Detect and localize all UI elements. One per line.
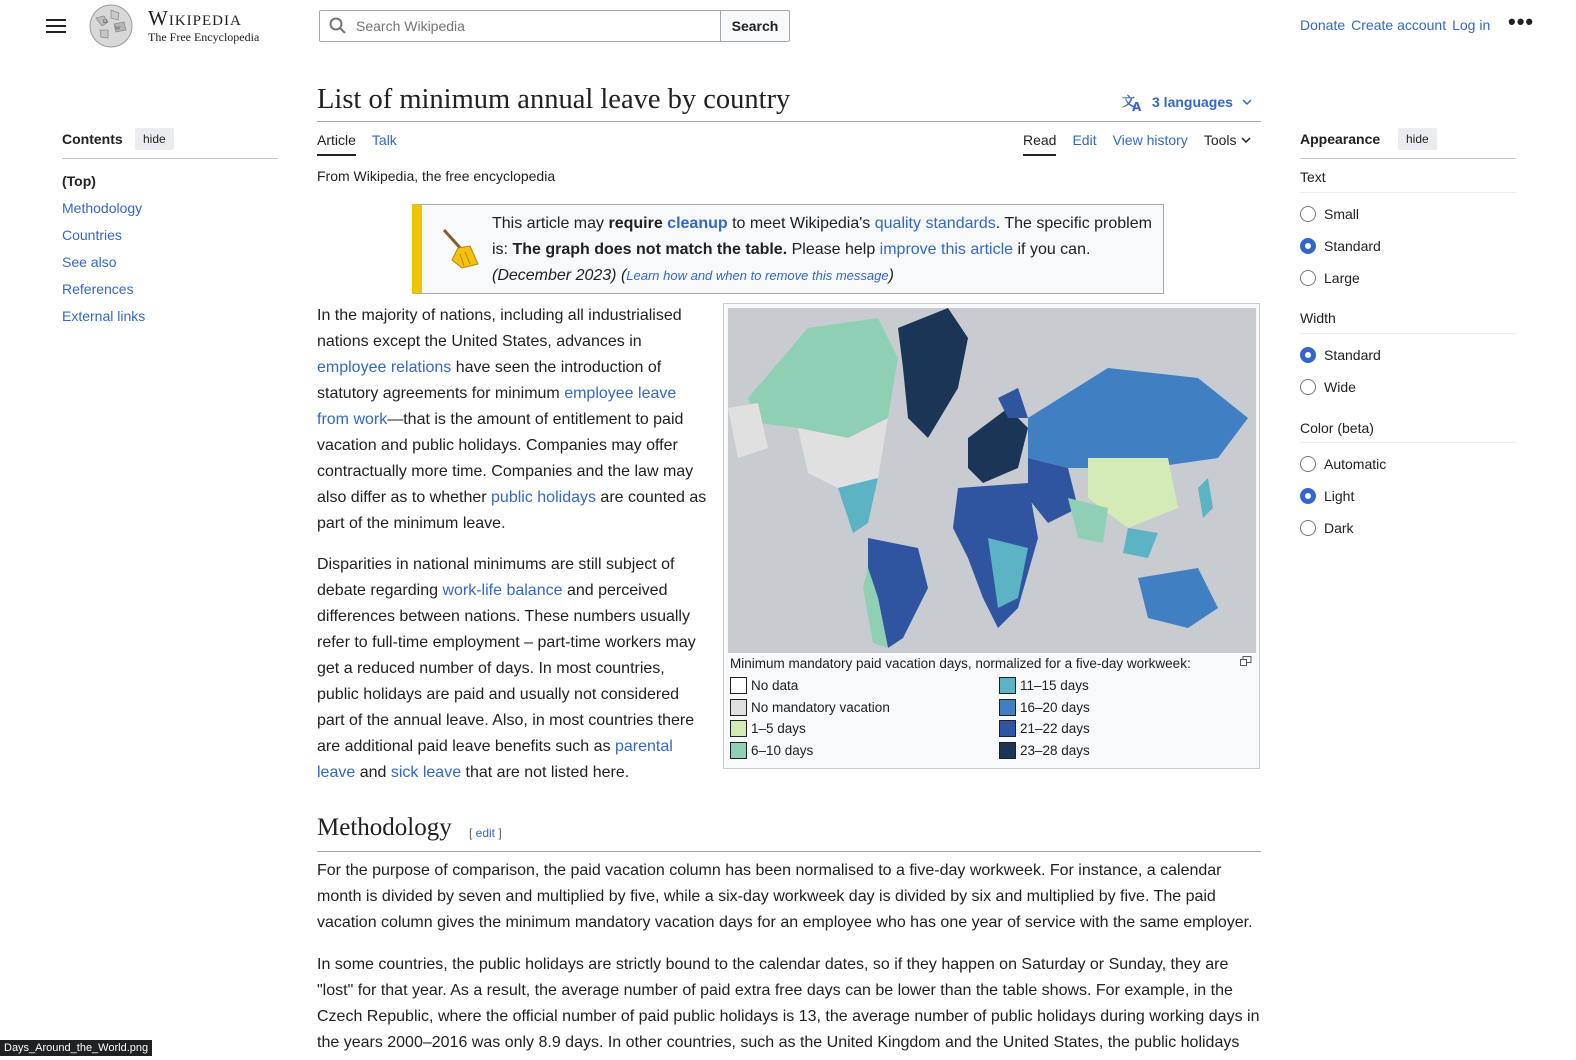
radio-label: Standard [1324,347,1381,363]
toc-divider [62,158,278,159]
broom-icon [440,226,480,270]
radio-width-wide[interactable] [1300,379,1356,395]
tab-talk[interactable]: Talk [371,132,397,148]
toc-item-top[interactable]: (Top) [62,173,96,189]
title-divider [317,121,1261,122]
legend-swatch [999,720,1016,737]
notice-text-1: This article may [492,215,609,232]
world-vacation-map[interactable] [728,308,1256,653]
edit-section-link[interactable]: edit [475,826,496,840]
legend-item [999,697,1090,719]
legend-item [730,740,890,762]
radio-circle-selected [1300,238,1316,254]
login-link[interactable]: Log in [1452,17,1491,33]
edit-bracket-close: ] [495,826,502,840]
svg-text:W: W [115,26,121,32]
create-account-link[interactable]: Create account [1351,17,1447,33]
radio-circle [1300,520,1316,536]
view-tabs [1023,132,1252,156]
wikipedia-globe-logo[interactable] [86,2,136,48]
search-input[interactable] [354,17,698,35]
text-size-label: Text [1300,169,1326,185]
notice-bold-require: require [608,215,663,232]
radio-label: Small [1324,206,1360,222]
legend-item [730,718,890,740]
radio-text-large[interactable] [1300,270,1360,286]
namespace-tabs [317,132,397,156]
radio-circle-selected [1300,488,1316,504]
toc-title: Contents [62,131,123,147]
radio-label: Automatic [1324,456,1387,472]
legend-label: No data [751,678,799,693]
tagline: The Free Encyclopedia [148,30,260,44]
legend-swatch [730,742,747,759]
radio-text-small[interactable] [1300,206,1359,222]
wordmark[interactable]: Wikipedia [148,6,242,30]
width-divider [1300,333,1516,334]
search-icon [328,16,348,36]
legend-swatch [999,677,1016,694]
legend-column-2 [999,675,1090,761]
more-options-icon[interactable]: ••• [1508,9,1535,34]
methodology-paragraph-1: For the purpose of comparison, the paid vacation column has been normalised to a five-day workweek. For instance, a calendar month is divided by seven and multiplied by five, while a six-day workweek day is divided by six and multiplied by five. The paid vacation column gives the minimum mandatory vacation days for an employee who has one year of service with the same employer. [317,862,1253,931]
radio-circle [1300,456,1316,472]
toc-item-methodology[interactable]: Methodology [62,200,143,216]
tab-edit[interactable]: Edit [1072,132,1097,148]
notice-text-3: . The specific problem is: [492,215,1152,258]
chevron-down-icon [1240,135,1252,145]
notice-date: (December 2023) [492,267,617,284]
legend-label: No mandatory vacation [751,699,890,715]
radio-label: Light [1324,488,1355,504]
intro-paragraph-1 [317,303,707,537]
search-button[interactable]: Search [720,10,790,42]
legend-item [999,718,1090,740]
p2-text-d: that are not listed here. [461,764,630,781]
personal-tools [1300,17,1490,33]
legend-swatch [999,699,1016,716]
legend-swatch [730,677,747,694]
radio-label: Dark [1324,520,1354,536]
p1-text-b: have seen the introduction of statutory agreements for minimum [317,359,662,402]
enlarge-icon[interactable] [1240,656,1252,666]
toc-item-external-links[interactable]: External links [62,308,146,324]
p1-text-d: are counted as part of the minimum leave. [317,489,707,532]
color-label: Color (beta) [1300,420,1374,436]
donate-link[interactable]: Donate [1300,17,1346,33]
radio-color-automatic[interactable] [1300,456,1386,472]
cleanup-notice-text [492,211,1160,289]
notice-text-5: if you can. [1013,241,1091,258]
employee-leave-link[interactable]: employee leave from work [317,385,677,428]
legend-label: 16–20 days [1020,699,1090,715]
legend-label: 21–22 days [1020,721,1090,736]
map-caption: Minimum mandatory paid vacation days, normalized for a five-day workweek: [730,656,1191,671]
page-title: List of minimum annual leave by country [317,84,791,115]
radio-circle-selected [1300,347,1316,363]
learn-remove-link[interactable]: Learn how and when to remove this message [626,268,889,283]
section-heading-methodology: Methodology [317,814,452,841]
toc-list [62,168,145,330]
legend-item [730,697,890,719]
notice-text-4: Please help [787,241,880,258]
public-holidays-link[interactable]: public holidays [491,489,596,506]
p2-text-a: Disparities in national minimums are still subject of debate regarding [317,556,675,599]
radio-text-standard[interactable] [1300,238,1381,254]
legend-item [730,675,890,697]
tab-view-history[interactable]: View history [1112,132,1188,148]
toc-item-countries[interactable]: Countries [62,227,122,243]
site-subtitle: From Wikipedia, the free encyclopedia [317,168,556,184]
language-button[interactable] [1122,92,1253,112]
radio-circle [1300,379,1316,395]
appearance-divider [1300,158,1516,159]
legend-swatch [730,720,747,737]
radio-label: Standard [1324,238,1381,254]
p1-text-a: In the majority of nations, including all industrialised nations except the United States, advances in [317,307,682,350]
main-menu-button[interactable] [44,15,68,37]
radio-circle [1300,206,1316,222]
radio-color-light[interactable] [1300,488,1354,504]
p2-text-c: and [355,764,391,781]
notice-problem: The graph does not match the table. [512,241,788,258]
p2-text-b: and perceived differences between nations. These numbers usually refer to full-time employment – part-time workers may get a reduced number of days. In most countries, public holidays are paid and usually not considered part of the annual leave. Also, in most countries there are additional paid leave benefits such as [317,582,696,755]
methodology-paragraph-2: In some countries, the public holidays are strictly bound to the calendar dates, so if they happen on Saturday or Sunday, they are "lost" for that year. As a result, the average number of paid extra free days can be lower than the table shows. For example, in the Czech Republic, where the official number of paid public holidays is 13, the average number of public holidays during working days in the years 2000–2016 was only 8.9 days. In other countries, such as the United Kingdom and the United States, the public holidays [317,956,1260,1051]
legend-swatch [999,742,1016,759]
employee-relations-link[interactable]: employee relations [317,359,452,376]
radio-width-standard[interactable] [1300,347,1381,363]
edit-section [469,826,502,840]
notice-paren-close: ) [888,267,894,284]
radio-color-dark[interactable] [1300,520,1354,536]
svg-text:A: A [1132,100,1142,112]
language-count: 3 languages [1152,94,1233,110]
language-icon [1122,92,1144,112]
edit-bracket-open: [ [469,826,476,840]
appearance-hide-button[interactable]: hide [1398,128,1437,150]
appearance-title: Appearance [1300,131,1381,147]
legend-item [999,740,1090,762]
legend-label: 11–15 days [1020,678,1089,693]
legend-swatch [730,699,747,716]
legend-label: 23–28 days [1020,742,1090,758]
tools-label: Tools [1203,132,1237,148]
radio-label: Wide [1324,379,1356,395]
svg-text:Ω: Ω [103,19,108,25]
legend-item [999,675,1090,697]
cleanup-link[interactable]: cleanup [667,215,728,232]
tab-read[interactable]: Read [1023,132,1056,156]
radio-label: Large [1324,270,1360,286]
file-name-tooltip: Days_Around_the_World.png [0,1040,152,1056]
notice-text-2: to meet Wikipedia's [727,215,875,232]
radio-circle [1300,270,1316,286]
width-label: Width [1300,310,1336,326]
quality-standards-link[interactable]: quality standards [874,215,996,232]
legend-label: 6–10 days [751,742,814,758]
chevron-down-icon [1241,97,1253,107]
p1-text-c: —that is the amount of entitlement to paid vacation and public holidays. Companies may offer contractually more time. Companies and the law may also differ as to whether [317,411,694,506]
toc-item-see-also[interactable]: See also [62,254,117,270]
section-divider [317,851,1261,852]
tab-article[interactable]: Article [317,132,356,156]
parental-leave-link[interactable]: parental leave [317,738,673,781]
search-field[interactable] [319,10,722,42]
improve-article-link[interactable]: improve this article [879,241,1014,258]
intro-paragraph-2 [317,552,707,786]
legend-column-1 [730,675,890,761]
toc-hide-button[interactable]: hide [135,128,174,150]
work-life-balance-link[interactable]: work-life balance [442,582,563,599]
sick-leave-link[interactable]: sick leave [390,764,462,781]
svg-text:文: 文 [1122,95,1136,110]
legend-label: 1–5 days [751,721,806,736]
text-size-divider [1300,192,1516,193]
notice-paren-open: ( [616,267,627,284]
color-divider [1300,442,1516,443]
tools-menu[interactable] [1204,132,1253,156]
toc-item-references[interactable]: References [62,281,134,297]
